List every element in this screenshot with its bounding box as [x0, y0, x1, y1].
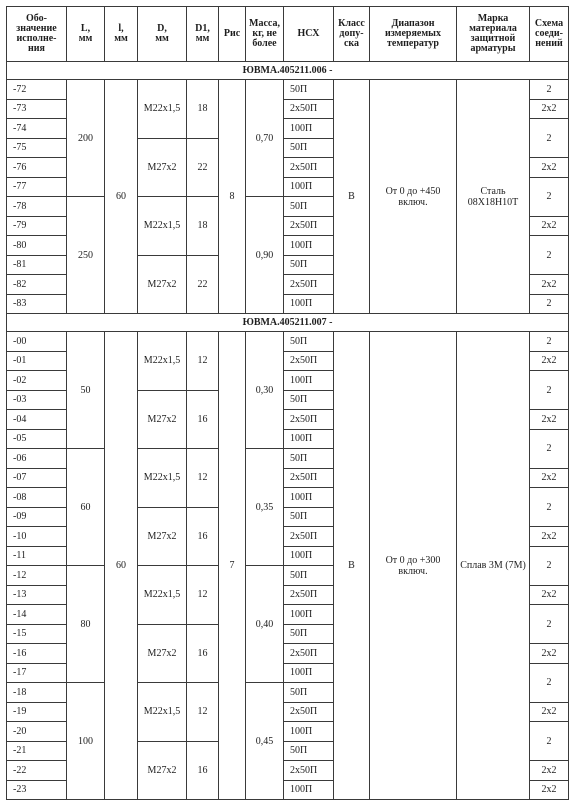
scheme-cell: 2x2: [530, 275, 569, 295]
nsx-cell: 2x50П: [284, 761, 334, 781]
code-cell: -03: [7, 390, 67, 410]
header-material: Марка материала защитной арматуры: [457, 7, 530, 62]
thread-D-cell: M22x1,5: [138, 566, 187, 625]
thread-D-cell: M22x1,5: [138, 683, 187, 742]
thread-D-cell: M27x2: [138, 624, 187, 683]
figure-cell: 7: [219, 332, 246, 800]
thread-D-cell: M22x1,5: [138, 449, 187, 508]
nsx-cell: 100П: [284, 663, 334, 683]
header-l: l, мм: [105, 7, 138, 62]
code-cell: -23: [7, 780, 67, 800]
code-cell: -19: [7, 702, 67, 722]
nsx-cell: 2x50П: [284, 158, 334, 178]
code-cell: -74: [7, 119, 67, 139]
nsx-cell: 100П: [284, 236, 334, 256]
thread-D-cell: M27x2: [138, 255, 187, 314]
nsx-cell: 50П: [284, 507, 334, 527]
scheme-cell: 2: [530, 80, 569, 100]
header-fig: Рис: [219, 7, 246, 62]
nsx-cell: 2x50П: [284, 527, 334, 547]
thread-D-cell: M22x1,5: [138, 80, 187, 139]
section-title: ЮВМА.405211.007 -: [7, 314, 569, 332]
code-cell: -12: [7, 566, 67, 586]
scheme-cell: 2x2: [530, 216, 569, 236]
nsx-cell: 100П: [284, 119, 334, 139]
nsx-cell: 50П: [284, 624, 334, 644]
code-cell: -08: [7, 488, 67, 508]
scheme-cell: 2: [530, 294, 569, 314]
thread-D-cell: M22x1,5: [138, 197, 187, 256]
scheme-cell: 2x2: [530, 158, 569, 178]
nsx-cell: 100П: [284, 488, 334, 508]
diameter-D1-cell: 12: [187, 449, 219, 508]
header-code: Обо- значение исполне- ния: [7, 7, 67, 62]
nsx-cell: 50П: [284, 566, 334, 586]
diameter-D1-cell: 22: [187, 138, 219, 197]
code-cell: -78: [7, 197, 67, 217]
nsx-cell: 2x50П: [284, 644, 334, 664]
nsx-cell: 2x50П: [284, 275, 334, 295]
code-cell: -17: [7, 663, 67, 683]
code-cell: -04: [7, 410, 67, 430]
scheme-cell: 2: [530, 429, 569, 468]
mass-cell: 0,45: [246, 683, 284, 800]
code-cell: -13: [7, 585, 67, 605]
code-cell: -76: [7, 158, 67, 178]
scheme-cell: 2x2: [530, 780, 569, 800]
scheme-cell: 2: [530, 332, 569, 352]
class-cell: B: [334, 80, 370, 314]
nsx-cell: 100П: [284, 294, 334, 314]
length-l-cell: 60: [105, 80, 138, 314]
diameter-D1-cell: 12: [187, 566, 219, 625]
header-range: Диапазон измеряемых температур: [370, 7, 457, 62]
thread-D-cell: M27x2: [138, 507, 187, 566]
material-cell: Сталь 08Х18Н10Т: [457, 80, 530, 314]
scheme-cell: 2x2: [530, 410, 569, 430]
nsx-cell: 50П: [284, 332, 334, 352]
scheme-cell: 2: [530, 119, 569, 158]
code-cell: -11: [7, 546, 67, 566]
scheme-cell: 2: [530, 371, 569, 410]
code-cell: -16: [7, 644, 67, 664]
nsx-cell: 100П: [284, 371, 334, 391]
code-cell: -06: [7, 449, 67, 469]
code-cell: -01: [7, 351, 67, 371]
table-row: [7, 332, 569, 352]
thread-D-cell: M27x2: [138, 390, 187, 449]
nsx-cell: 2x50П: [284, 585, 334, 605]
header-scheme: Схема соеди- нений: [530, 7, 569, 62]
code-cell: -10: [7, 527, 67, 547]
scheme-cell: 2x2: [530, 644, 569, 664]
header-mass: Масса, кг, не более: [246, 7, 284, 62]
diameter-D1-cell: 16: [187, 507, 219, 566]
mass-cell: 0,30: [246, 332, 284, 449]
code-cell: -20: [7, 722, 67, 742]
nsx-cell: 50П: [284, 449, 334, 469]
thread-D-cell: M22x1,5: [138, 332, 187, 391]
code-cell: -18: [7, 683, 67, 703]
nsx-cell: 100П: [284, 429, 334, 449]
code-cell: -77: [7, 177, 67, 197]
code-cell: -07: [7, 468, 67, 488]
nsx-cell: 50П: [284, 390, 334, 410]
nsx-cell: 2x50П: [284, 99, 334, 119]
thread-D-cell: M27x2: [138, 138, 187, 197]
class-cell: B: [334, 332, 370, 800]
diameter-D1-cell: 22: [187, 255, 219, 314]
scheme-cell: 2: [530, 236, 569, 275]
nsx-cell: 100П: [284, 722, 334, 742]
diameter-D1-cell: 16: [187, 624, 219, 683]
mass-cell: 0,70: [246, 80, 284, 197]
header-D1: D1, мм: [187, 7, 219, 62]
code-cell: -81: [7, 255, 67, 275]
nsx-cell: 2x50П: [284, 410, 334, 430]
mass-cell: 0,35: [246, 449, 284, 566]
scheme-cell: 2x2: [530, 585, 569, 605]
code-cell: -02: [7, 371, 67, 391]
scheme-cell: 2: [530, 546, 569, 585]
thread-D-cell: M27x2: [138, 741, 187, 800]
specification-table: [6, 6, 569, 800]
header-row: [7, 7, 569, 62]
diameter-D1-cell: 18: [187, 197, 219, 256]
length-L-cell: 50: [67, 332, 105, 449]
nsx-cell: 100П: [284, 605, 334, 625]
section-title-row: [7, 314, 569, 332]
nsx-cell: 2x50П: [284, 216, 334, 236]
scheme-cell: 2x2: [530, 99, 569, 119]
section-title: ЮВМА.405211.006 -: [7, 62, 569, 80]
code-cell: -72: [7, 80, 67, 100]
header-class: Класс допу- ска: [334, 7, 370, 62]
header-nsx: НСХ: [284, 7, 334, 62]
scheme-cell: 2x2: [530, 702, 569, 722]
code-cell: -80: [7, 236, 67, 256]
code-cell: -75: [7, 138, 67, 158]
mass-cell: 0,40: [246, 566, 284, 683]
section-title-row: [7, 62, 569, 80]
length-L-cell: 80: [67, 566, 105, 683]
scheme-cell: 2x2: [530, 351, 569, 371]
length-L-cell: 100: [67, 683, 105, 800]
length-L-cell: 60: [67, 449, 105, 566]
table-row: [7, 80, 569, 100]
nsx-cell: 100П: [284, 546, 334, 566]
scheme-cell: 2x2: [530, 468, 569, 488]
nsx-cell: 2x50П: [284, 468, 334, 488]
nsx-cell: 2x50П: [284, 351, 334, 371]
length-L-cell: 250: [67, 197, 105, 314]
length-L-cell: 200: [67, 80, 105, 197]
scheme-cell: 2: [530, 605, 569, 644]
diameter-D1-cell: 12: [187, 332, 219, 391]
scheme-cell: 2x2: [530, 527, 569, 547]
nsx-cell: 50П: [284, 80, 334, 100]
scheme-cell: 2: [530, 488, 569, 527]
nsx-cell: 50П: [284, 138, 334, 158]
range-cell: От 0 до +450 включ.: [370, 80, 457, 314]
nsx-cell: 50П: [284, 683, 334, 703]
diameter-D1-cell: 16: [187, 741, 219, 800]
diameter-D1-cell: 12: [187, 683, 219, 742]
code-cell: -82: [7, 275, 67, 295]
nsx-cell: 50П: [284, 741, 334, 761]
code-cell: -21: [7, 741, 67, 761]
code-cell: -15: [7, 624, 67, 644]
nsx-cell: 50П: [284, 197, 334, 217]
nsx-cell: 2x50П: [284, 702, 334, 722]
scheme-cell: 2: [530, 722, 569, 761]
header-L: L, мм: [67, 7, 105, 62]
code-cell: -14: [7, 605, 67, 625]
code-cell: -73: [7, 99, 67, 119]
scheme-cell: 2: [530, 177, 569, 216]
code-cell: -79: [7, 216, 67, 236]
code-cell: -83: [7, 294, 67, 314]
material-cell: Сплав 3М (7М): [457, 332, 530, 800]
nsx-cell: 100П: [284, 177, 334, 197]
header-D: D, мм: [138, 7, 187, 62]
scheme-cell: 2: [530, 663, 569, 702]
figure-cell: 8: [219, 80, 246, 314]
mass-cell: 0,90: [246, 197, 284, 314]
nsx-cell: 50П: [284, 255, 334, 275]
range-cell: От 0 до +300 включ.: [370, 332, 457, 800]
code-cell: -05: [7, 429, 67, 449]
diameter-D1-cell: 18: [187, 80, 219, 139]
nsx-cell: 100П: [284, 780, 334, 800]
scheme-cell: 2x2: [530, 761, 569, 781]
code-cell: -09: [7, 507, 67, 527]
length-l-cell: 60: [105, 332, 138, 800]
code-cell: -22: [7, 761, 67, 781]
code-cell: -00: [7, 332, 67, 352]
diameter-D1-cell: 16: [187, 390, 219, 449]
